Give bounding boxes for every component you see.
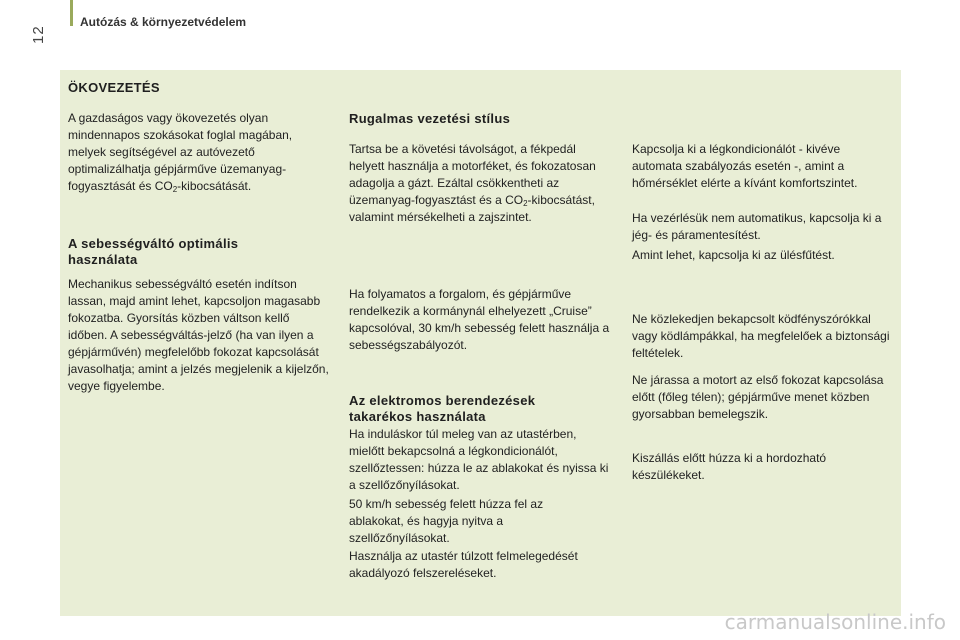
aircon-paragraph: Kapcsolja ki a légkondicionálót - kivéve automata szabályozás esetén -, amint a hőmérséklet elérte a kívánt komfortszintet.: [632, 142, 858, 190]
section-header: Autózás & környezetvédelem: [80, 15, 247, 29]
seat-heating-paragraph: Amint lehet, kapcsolja ki az ülésfűtést.: [632, 248, 835, 262]
watermark: carmanualsonline.info: [724, 610, 946, 634]
eco-driving-title: ÖKOVEZETÉS: [68, 80, 160, 95]
fog-lights-paragraph: Ne közlekedjen bekapcsolt ködfényszórókkal vagy ködlámpákkal, ha megfelelőek a biztonsági feltételek.: [632, 312, 890, 360]
section-marker-bar: [70, 0, 73, 26]
portable-devices-paragraph: Kiszállás előtt húzza ki a hordozható készülékeket.: [632, 451, 827, 482]
electrical-heading: Az elektromos berendezések takarékos használata: [349, 393, 536, 424]
gearbox-paragraph: Mechanikus sebességváltó esetén indítson lassan, majd amint lehet, kapcsoljon magasabb fokozatba. Gyorsítás közben váltson kellő időben. A sebességváltás-jelző (ha van ilyen a gépjárművén) megfelelőbb fokozat kapcsolását javasolhatja; amint a jelzés megjelenik a kijelzőn, vegye figyelembe.: [68, 277, 329, 393]
engine-warmup-paragraph: Ne járassa a motort az első fokozat kapcsolása előtt (főleg télen); gépjárműve menet közben gyorsabban bemelegszik.: [632, 373, 884, 421]
flexible-style-heading: Rugalmas vezetési stílus: [349, 111, 511, 126]
defrost-paragraph: Ha vezérlésük nem automatikus, kapcsolja ki a jég- és páramentesítést.: [632, 211, 882, 242]
electrical-paragraph-3: Használja az utastér túlzott felmelegedését akadályozó felszereléseket.: [349, 549, 578, 580]
flexible-paragraph-2: Ha folyamatos a forgalom, és gépjárműve rendelkezik a kormánynál elhelyezett „Cruise” kapcsolóval, 30 km/h sebesség felett használja a sebességszabályozót.: [349, 287, 610, 352]
electrical-paragraph-2: 50 km/h sebesség felett húzza fel az ablakokat, és hagyja nyitva a szellőzőnyílásokat.: [349, 497, 544, 545]
gearbox-heading: A sebességváltó optimális használata: [68, 236, 239, 267]
page-number: 12: [30, 25, 47, 44]
electrical-paragraph-1: Ha induláskor túl meleg van az utastérben, mielőtt bekapcsolná a légkondicionálót, szellőztessen: húzza le az ablakokat és nyissa ki a szellőzőnyílásokat.: [349, 427, 609, 492]
flexible-paragraph-1: Tartsa be a követési távolságot, a fékpedál helyett használja a motorféket, és fokozatosan adagolja a gázt. Ezáltal csökkentheti az üzemanyag-fogyasztást és a $CO_2$-kibocsátást, valamint mérsékelheti a zajszintet.: [349, 142, 596, 224]
eco-intro-paragraph: A gazdaságos vagy ökovezetés olyan mindennapos szokásokat foglal magában, melyek segítségével az autóvezető optimalizálhatja gépjárműve üzemanyag-fogyasztását és $CO_2$-kibocsátását.: [68, 111, 293, 194]
